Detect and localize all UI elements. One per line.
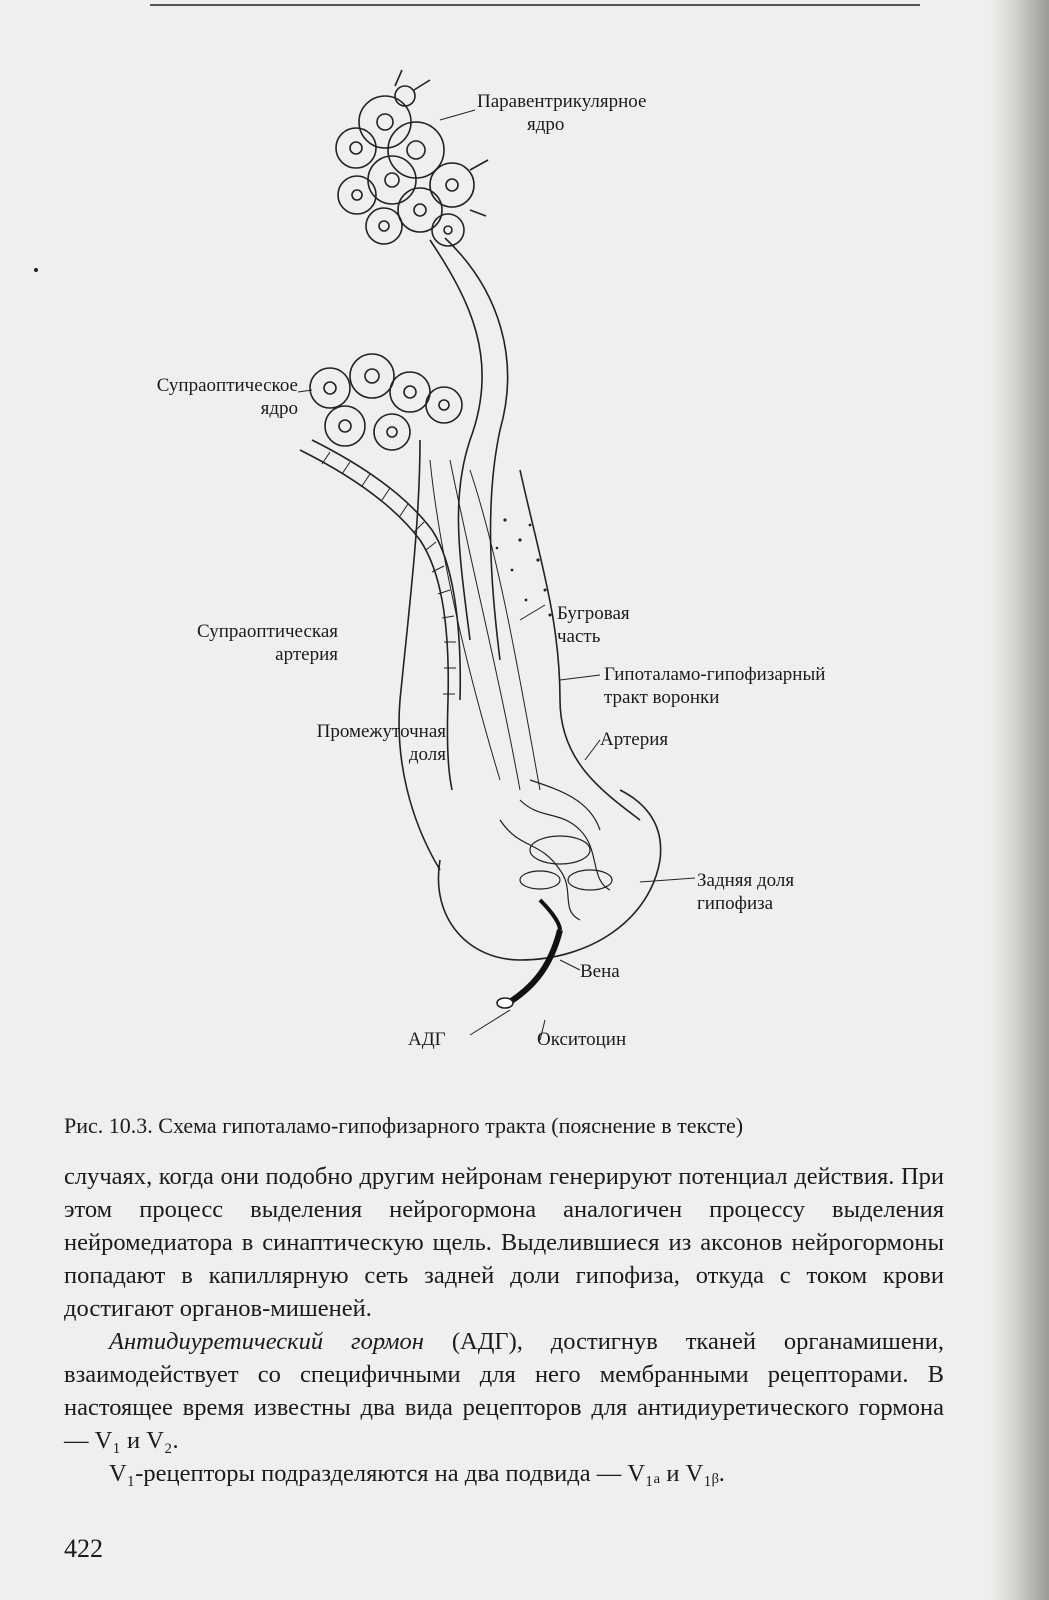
label-supraoptic-artery [150,620,338,666]
label-line: Бугровая [557,603,630,624]
paragraph-2-rest: (АДГ), достигнув тканей органамишени, взаимодействует со специфичными для него мембранными рецепторами. В настоящее время известны два вида рецепторов для антидиуретического гормона — V₁ и V₂. [64,1328,944,1454]
label-line: часть [557,626,601,647]
label-line: тракт воронки [604,687,720,708]
label-oxytocin: Окситоцин [537,1029,627,1050]
paraventricular-nucleus-cells [336,70,488,246]
label-intermediate-lobe [262,720,446,766]
label-line: Гипоталамо-гипофизарный [604,664,826,685]
label-line: Супраоптическая [197,621,338,642]
label-paraventricular [477,90,646,136]
figure-caption: Рис. 10.3. Схема гипоталамо-гипофизарного тракта (пояснение в тексте) [64,1113,744,1138]
posterior-lobe-capillaries [500,780,612,920]
label-line: ядро [260,398,298,419]
label-line: Супраоптическое [156,375,298,396]
supraoptic-nucleus-cells [310,354,462,450]
label-artery: Артерия [600,729,669,750]
label-supraoptic-nucleus [110,374,298,420]
label-adh: АДГ [408,1029,446,1050]
label-line: Задняя доля [697,870,795,891]
label-line: Промежуточная [316,721,446,742]
label-infundibular-tract [604,663,825,709]
body-text [64,1160,944,1490]
term-adh: Антидиуретический гормон [109,1328,424,1355]
label-line: артерия [275,644,338,665]
paragraph-1: случаях, когда они подобно другим нейронам генерируют потенциал действия. При этом процесс выделения нейрогормона аналогичен процессу выделения нейромедиатора в синаптическую щель. Выделившиеся из аксонов нейрогормоны попадают в капиллярную сеть задней доли гипофиза, откуда с током крови достигают органов-мишеней. [64,1163,944,1322]
paragraph-3: V₁-рецепторы подразделяются на два подвида — V₁ₐ и V₁ᵦ. [109,1460,725,1487]
label-line: доля [408,744,446,765]
label-posterior-lobe [697,869,794,915]
label-vein: Вена [580,961,620,982]
label-line: гипофиза [697,893,774,914]
paragraph-2 [64,1325,944,1457]
page-number: 422 [64,1534,103,1563]
label-tuberal-part [557,602,630,648]
label-line: ядро [527,114,565,135]
label-line: Паравентрикулярное [477,91,647,112]
